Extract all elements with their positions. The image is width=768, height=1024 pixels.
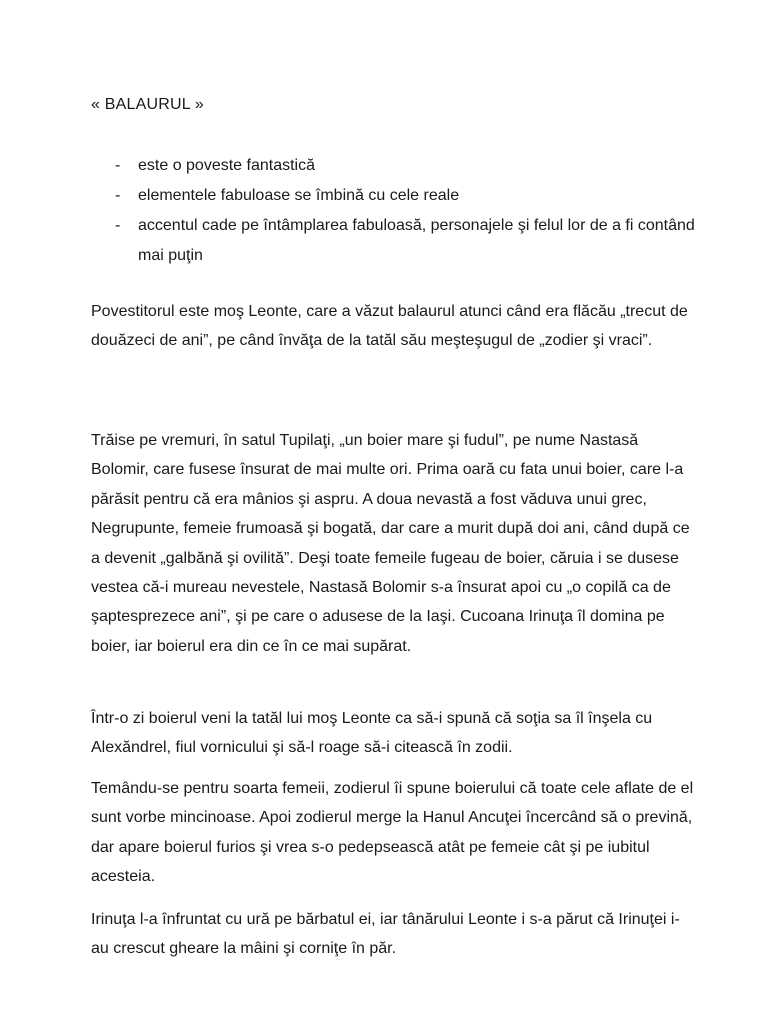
paragraph-boier: Trăise pe vremuri, în satul Tupilaţi, „un boier mare şi fudul”, pe nume Nastasă Bolomir, care fusese însurat de mai multe ori. Prima oară cu fata unui boier, care l-a părăsit pentru că era mânios şi aspru. A doua nevastă a fost văduva unui grec, Negrupunte, femeie frumoasă şi bogată, dar care a murit după doi ani, când după ce a devenit „galbănă şi ovilită”. Deşi toate femeile fugeau de boier, căruia i se dusese vestea că-i mureau nevestele, Nastasă Bolomir s-a însurat apoi cu „o copilă ca de şaptesprezece ani”, şi pe care o adusese de la Iaşi. Cucoana Irinuţa îl domina pe boier, iar boierul era din ce în ce mai supărat. — [91, 432, 690, 655]
paragraph-visit: Într-o zi boierul veni la tatăl lui moş Leonte ca să-i spună că soţia sa îl înşela cu Alexăndrel, fiul vornicului şi să-l roage să-i citească în zodii. — [91, 710, 653, 757]
paragraph-narrator: Povestitorul este moş Leonte, care a văzut balaurul atunci când era flăcău „trecut de douăzeci de ani”, pe când învăţa de la tatăl său meşteşugul de „zodier şi vraci”. — [91, 303, 688, 350]
list-item — [91, 211, 701, 271]
bullet-text: accentul cade pe întâmplarea fabuloasă, personajele şi felul lor de a fi contând mai puţin — [138, 217, 695, 264]
bullet-marker: - — [115, 217, 121, 234]
bullet-text: este o poveste fantastică — [138, 157, 315, 174]
bullet-text: elementele fabuloase se îmbină cu cele reale — [138, 187, 460, 204]
bullet-marker: - — [115, 157, 121, 174]
document-title: « BALAURUL » — [91, 96, 204, 113]
paragraph-irinuta: Irinuţa l-a înfruntat cu ură pe bărbatul ei, iar tânărului Leonte i s-a părut că Irinuţei i-au crescut gheare la mâini şi corniţe în păr. — [91, 911, 680, 958]
bullet-marker: - — [115, 187, 121, 204]
list-item — [91, 181, 701, 211]
bullet-list — [91, 151, 701, 271]
paragraph-zodier: Temându-se pentru soarta femeii, zodierul îi spune boierului că toate cele aflate de el sunt vorbe mincinoase. Apoi zodierul merge la Hanul Ancuţei încercând să o prevină, dar apare boierul furios şi vrea s-o pedepsească atât pe femeie cât şi pe iubitul acesteia. — [91, 780, 694, 886]
list-item — [91, 151, 701, 181]
